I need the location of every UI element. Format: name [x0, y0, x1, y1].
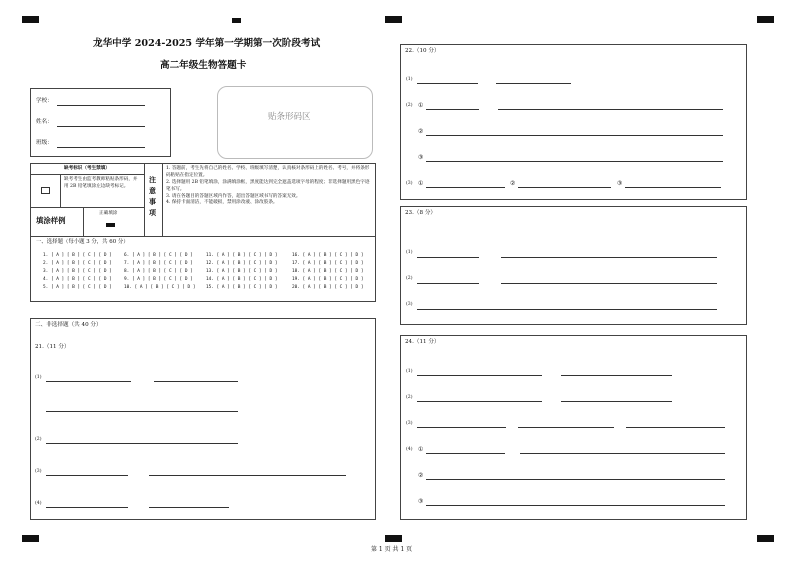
- q22-part-1: (1): [406, 77, 413, 82]
- notice-item: 1. 答题前，考生先将自己的姓名、学校、班级填写清楚，认真核对条形码上的姓名、考号，并将条形码粘贴在指定位置。: [166, 166, 370, 178]
- mcq-item[interactable]: 5. [ A ] [ B ] [ C ] [ D ]: [43, 285, 112, 290]
- q23-box: [400, 206, 747, 325]
- q22-circle-1b: ①: [418, 180, 424, 187]
- mcq-item[interactable]: 18. [ A ] [ B ] [ C ] [ D ]: [292, 269, 364, 274]
- mcq-item[interactable]: 9. [ A ] [ B ] [ C ] [ D ]: [124, 277, 193, 282]
- q22-answer-line[interactable]: [426, 109, 479, 110]
- mcq-item[interactable]: 3. [ A ] [ B ] [ C ] [ D ]: [43, 269, 112, 274]
- q24-answer-line[interactable]: [426, 505, 725, 506]
- q22-answer-line[interactable]: [426, 161, 723, 162]
- mcq-item[interactable]: 12. [ A ] [ B ] [ C ] [ D ]: [206, 261, 278, 266]
- name-field[interactable]: [57, 126, 145, 127]
- timing-mark: [385, 16, 402, 23]
- q21-answer-line[interactable]: [46, 507, 128, 508]
- mcq-item[interactable]: 13. [ A ] [ B ] [ C ] [ D ]: [206, 269, 278, 274]
- q24-answer-line[interactable]: [417, 401, 542, 402]
- q21-part-2: (2): [35, 437, 42, 442]
- q23-answer-line[interactable]: [501, 257, 717, 258]
- timing-mark: [385, 535, 402, 542]
- correct-fill-sample: [106, 223, 115, 227]
- page-subtitle: 高二年级生物答题卡: [160, 60, 247, 71]
- notice-item: 4. 保持卡面清洁，不能破损，禁用涂改液、涂改胶条。: [166, 200, 278, 206]
- notice-item: 2. 选择题用 2B 铅笔填涂，涂满填涂框，黑度能达到完全遮盖选项字母的程度；非选择题用黑色字迹笔书写。: [166, 179, 370, 192]
- mcq-item[interactable]: 14. [ A ] [ B ] [ C ] [ D ]: [206, 277, 278, 282]
- q23-part-2: (2): [406, 276, 413, 281]
- mcq-item[interactable]: 20. [ A ] [ B ] [ C ] [ D ]: [292, 285, 364, 290]
- class-field[interactable]: [57, 147, 145, 148]
- mcq-item[interactable]: 2. [ A ] [ B ] [ C ] [ D ]: [43, 261, 112, 266]
- school-label: 学校：: [36, 98, 53, 104]
- class-label: 班级：: [36, 140, 53, 146]
- q22-circle-3b: ③: [617, 180, 623, 187]
- q23-title: 23.（8 分）: [405, 210, 437, 216]
- barcode-label: 贴条形码区: [268, 112, 311, 122]
- q24-answer-line[interactable]: [426, 479, 725, 480]
- q24-answer-line[interactable]: [417, 375, 542, 376]
- q24-part-2: (2): [406, 395, 413, 400]
- notice-item: 3. 请在各题目的答题区域内作答，超出答题区域书写的答案无效。: [166, 193, 301, 199]
- q21-answer-line[interactable]: [149, 475, 346, 476]
- q22-box: [400, 44, 747, 200]
- q22-answer-line[interactable]: [498, 109, 723, 110]
- q22-circle-1: ①: [418, 102, 424, 109]
- q22-answer-line[interactable]: [625, 187, 721, 188]
- correct-fill-label: 正确填涂: [99, 211, 118, 216]
- mcq-item[interactable]: 17. [ A ] [ B ] [ C ] [ D ]: [292, 261, 364, 266]
- mcq-item[interactable]: 7. [ A ] [ B ] [ C ] [ D ]: [124, 261, 193, 266]
- q23-answer-line[interactable]: [501, 283, 717, 284]
- q24-title: 24.（11 分）: [405, 339, 440, 345]
- q24-answer-line[interactable]: [626, 427, 725, 428]
- q21-part-1: (1): [35, 375, 42, 380]
- q21-part-3: (3): [35, 469, 42, 474]
- q22-answer-line[interactable]: [496, 83, 571, 84]
- q22-circle-2: ②: [418, 128, 424, 135]
- q21-answer-line[interactable]: [46, 443, 238, 444]
- mcq-item[interactable]: 10. [ A ] [ B ] [ C ] [ D ]: [124, 285, 196, 290]
- q24-circle-2: ②: [418, 472, 424, 479]
- barcode-area: [217, 86, 373, 159]
- q23-answer-line[interactable]: [417, 283, 479, 284]
- q23-answer-line[interactable]: [417, 257, 479, 258]
- q22-part-3: (3): [406, 181, 413, 186]
- q24-circle-1: ①: [418, 446, 424, 453]
- q21-answer-line[interactable]: [46, 475, 128, 476]
- timing-mark: [22, 535, 39, 542]
- q24-part-4: (4): [406, 447, 413, 452]
- q24-answer-line[interactable]: [561, 401, 672, 402]
- q22-answer-line[interactable]: [417, 83, 478, 84]
- name-label: 姓名：: [36, 119, 53, 125]
- page-number: 第 1 页 共 1 页: [371, 546, 413, 553]
- q23-answer-line[interactable]: [417, 309, 717, 310]
- notice-char-1: 注: [149, 175, 156, 184]
- notice-char-4: 项: [149, 208, 156, 217]
- page-title: 龙华中学 2024-2025 学年第一学期第一次阶段考试: [93, 38, 321, 49]
- q22-title: 22.（10 分）: [405, 48, 440, 54]
- notice-char-2: 意: [149, 186, 156, 195]
- q24-answer-line[interactable]: [520, 453, 725, 454]
- q23-part-3: (3): [406, 302, 413, 307]
- q24-answer-line[interactable]: [417, 427, 506, 428]
- q21-answer-line[interactable]: [149, 507, 229, 508]
- mcq-item[interactable]: 15. [ A ] [ B ] [ C ] [ D ]: [206, 285, 278, 290]
- mcq-item[interactable]: 19. [ A ] [ B ] [ C ] [ D ]: [292, 277, 364, 282]
- absent-title: 缺考标识（考生禁填）: [64, 166, 110, 171]
- mcq-item[interactable]: 6. [ A ] [ B ] [ C ] [ D ]: [124, 253, 193, 258]
- absent-mark-box[interactable]: [41, 187, 50, 194]
- q21-answer-line[interactable]: [46, 381, 131, 382]
- timing-mark: [757, 535, 774, 542]
- q21-title: 21.（11 分）: [35, 344, 70, 350]
- q21-box: [30, 318, 376, 520]
- q22-part-2: (2): [406, 103, 413, 108]
- timing-mark: [757, 16, 774, 23]
- q21-answer-line[interactable]: [154, 381, 238, 382]
- mcq-item[interactable]: 8. [ A ] [ B ] [ C ] [ D ]: [124, 269, 193, 274]
- q22-answer-line[interactable]: [426, 135, 723, 136]
- q24-answer-line[interactable]: [561, 375, 672, 376]
- q21-part-4: (4): [35, 501, 42, 506]
- q24-part-1: (1): [406, 369, 413, 374]
- school-field[interactable]: [57, 105, 145, 106]
- mcq-item[interactable]: 4. [ A ] [ B ] [ C ] [ D ]: [43, 277, 112, 282]
- q22-answer-line[interactable]: [426, 187, 505, 188]
- mcq-title: 一、选择题（每小题 3 分，共 60 分）: [36, 239, 129, 245]
- mcq-item[interactable]: 1. [ A ] [ B ] [ C ] [ D ]: [43, 253, 112, 258]
- absent-text: 缺考考生由监考教师粘贴条形码，并用 2B 铅笔填涂左边缺考标记。: [64, 177, 138, 189]
- q24-answer-line[interactable]: [426, 453, 505, 454]
- mcq-item[interactable]: 11. [ A ] [ B ] [ C ] [ D ]: [206, 253, 278, 258]
- mcq-item[interactable]: 16. [ A ] [ B ] [ C ] [ D ]: [292, 253, 364, 258]
- timing-mark: [22, 16, 39, 23]
- notice-char-3: 事: [149, 197, 156, 206]
- q23-part-1: (1): [406, 250, 413, 255]
- q21-answer-line[interactable]: [46, 411, 238, 412]
- nonchoice-title: 二、非选择题（共 40 分）: [35, 322, 102, 328]
- q22-answer-line[interactable]: [518, 187, 611, 188]
- timing-mark: [232, 18, 241, 23]
- fill-example-label: 填涂样例: [36, 216, 66, 225]
- notice-list: [166, 166, 372, 207]
- q24-circle-3: ③: [418, 498, 424, 505]
- q24-part-3: (3): [406, 421, 413, 426]
- q22-circle-3: ③: [418, 154, 424, 161]
- q24-answer-line[interactable]: [518, 427, 614, 428]
- q22-circle-2b: ②: [510, 180, 516, 187]
